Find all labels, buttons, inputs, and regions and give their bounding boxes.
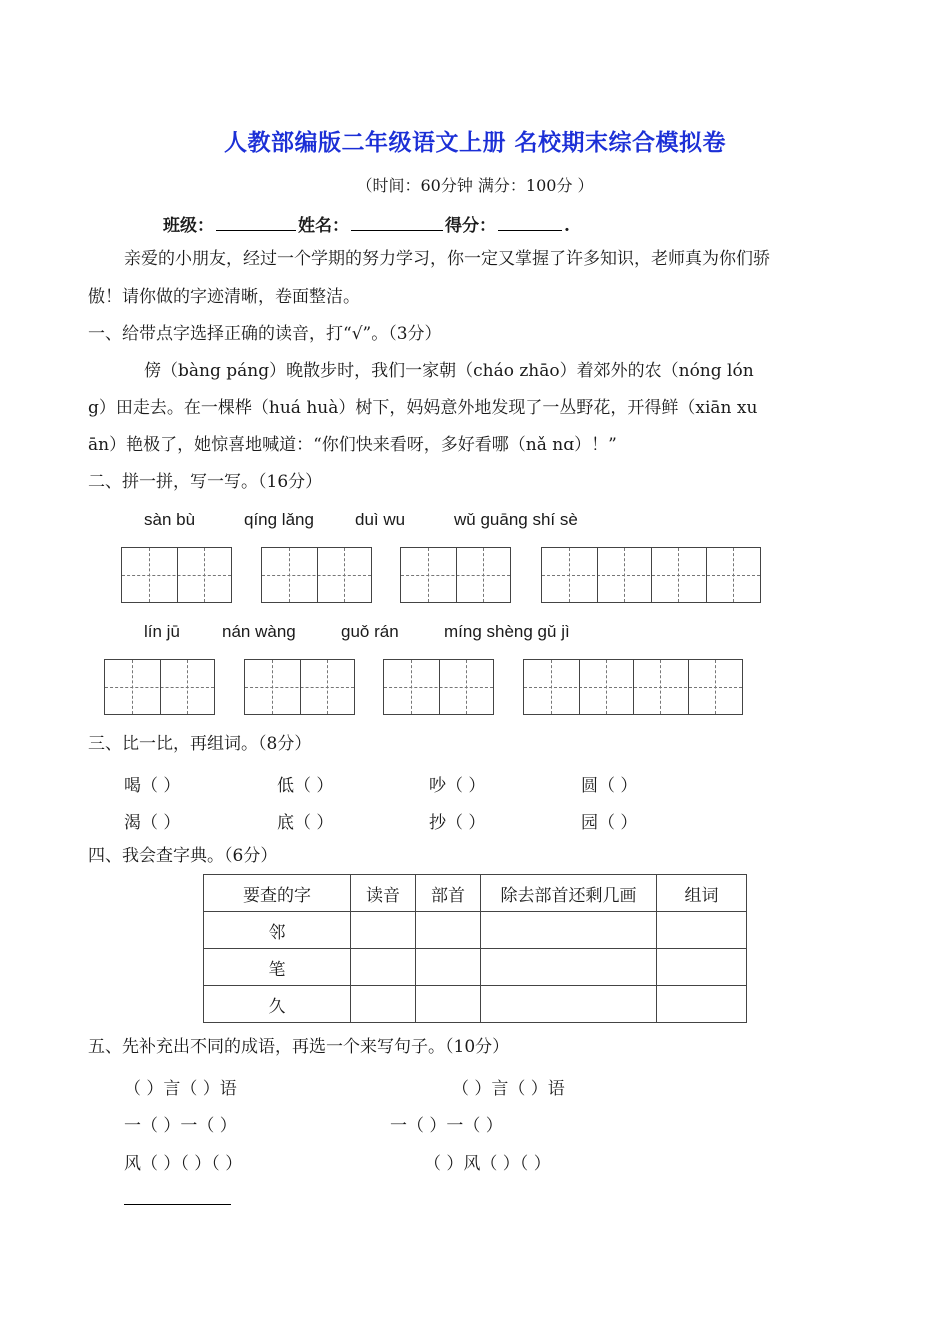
answer-cell[interactable] (351, 986, 416, 1023)
col-header: 部首 (416, 875, 481, 912)
name-blank[interactable] (351, 212, 443, 231)
pinyin-dui-wu: duì wu (355, 510, 406, 529)
q1-passage-line-2: g）田走去。在一棵桦（huá huà）树下，妈妈意外地发现了一丛野花，开得鲜（xiān xu (88, 398, 758, 418)
q3-heading: 三、比一比，再组词。（8分） (88, 734, 312, 754)
pinyin-qing-lang: qíng lǎng (244, 510, 314, 529)
char-cell: 邻 (204, 912, 351, 949)
q1-heading: 一、给带点字选择正确的读音，打“√”。（3分） (88, 324, 442, 344)
dictionary-table (203, 874, 747, 1023)
idiom-blank[interactable]: （ ）言（ ）语 (452, 1079, 565, 1099)
score-blank[interactable] (498, 212, 562, 231)
pinyin-ming-sheng-gu-ji: míng shèng gǔ jì (444, 622, 570, 641)
writing-grid[interactable] (541, 547, 761, 603)
q4-heading: 四、我会查字典。（6分） (88, 846, 278, 866)
answer-cell[interactable] (657, 912, 747, 949)
name-label: 姓名： (298, 216, 349, 236)
writing-grid[interactable] (121, 547, 232, 603)
sentence-answer-line[interactable] (124, 1204, 231, 1205)
compare-item[interactable]: 低（ ） (277, 776, 334, 796)
col-header: 组词 (657, 875, 747, 912)
writing-grid[interactable] (400, 547, 511, 603)
compare-item[interactable]: 抄（ ） (429, 813, 486, 833)
answer-cell[interactable] (351, 912, 416, 949)
q1-passage-line-3: ān）艳极了，她惊喜地喊道：“你们快来看呀，多好看哪（nǎ nɑ）！” (88, 435, 617, 455)
table-row (204, 949, 747, 986)
writing-grid[interactable] (523, 659, 743, 715)
q5-heading: 五、先补充出不同的成语，再选一个来写句子。（10分） (88, 1037, 510, 1057)
student-info-line (163, 211, 570, 236)
table-header-row (204, 875, 747, 912)
pinyin-guo-ran: guǒ rán (341, 622, 399, 641)
q2-heading: 二、拼一拼，写一写。（16分） (88, 472, 323, 492)
char-cell: 笔 (204, 949, 351, 986)
answer-cell[interactable] (481, 986, 657, 1023)
score-label: 得分： (445, 216, 496, 236)
compare-item[interactable]: 园（ ） (581, 813, 638, 833)
answer-cell[interactable] (657, 986, 747, 1023)
table-row (204, 912, 747, 949)
table-row (204, 986, 747, 1023)
col-header: 除去部首还剩几画 (481, 875, 657, 912)
idiom-blank[interactable]: （ ）风（ ）（ ） (424, 1154, 551, 1174)
end-mark: . (564, 216, 570, 236)
answer-cell[interactable] (481, 949, 657, 986)
col-header: 要查的字 (204, 875, 351, 912)
compare-item[interactable]: 底（ ） (277, 813, 334, 833)
answer-cell[interactable] (416, 986, 481, 1023)
answer-cell[interactable] (481, 912, 657, 949)
class-blank[interactable] (216, 212, 296, 231)
page-title: 人教部编版二年级语文上册 名校期末综合模拟卷 (223, 129, 726, 156)
intro-line-1: 亲爱的小朋友，经过一个学期的努力学习，你一定又掌握了许多知识，老师真为你们骄 (124, 249, 770, 269)
pinyin-lin-ju: lín jū (144, 622, 180, 641)
idiom-blank[interactable]: 风（ ）（ ）（ ） (124, 1154, 243, 1174)
char-cell: 久 (204, 986, 351, 1023)
answer-cell[interactable] (657, 949, 747, 986)
writing-grid[interactable] (104, 659, 215, 715)
compare-item[interactable]: 圆（ ） (581, 776, 638, 796)
idiom-blank[interactable]: 一（ ）一（ ） (124, 1116, 237, 1136)
intro-line-2: 傲！请你做的字迹清晰，卷面整洁。 (88, 287, 360, 307)
compare-item[interactable]: 渴（ ） (124, 813, 181, 833)
idiom-blank[interactable]: 一（ ）一（ ） (390, 1116, 503, 1136)
answer-cell[interactable] (416, 912, 481, 949)
col-header: 读音 (351, 875, 416, 912)
answer-cell[interactable] (416, 949, 481, 986)
exam-info: （时间：60分钟 满分：100分 ） (356, 176, 594, 195)
q1-passage-line-1: 傍（bàng páng）晚散步时，我们一家朝（cháo zhāo）着郊外的农（nóng lón (144, 361, 754, 381)
writing-grid[interactable] (244, 659, 355, 715)
idiom-blank[interactable]: （ ）言（ ）语 (124, 1079, 237, 1099)
pinyin-nan-wang: nán wàng (222, 622, 296, 641)
writing-grid[interactable] (383, 659, 494, 715)
pinyin-san-bu: sàn bù (144, 510, 196, 529)
class-label: 班级： (163, 216, 214, 236)
answer-cell[interactable] (351, 949, 416, 986)
pinyin-wu-guang-shi-se: wǔ guāng shí sè (454, 510, 578, 529)
compare-item[interactable]: 喝（ ） (124, 776, 181, 796)
compare-item[interactable]: 吵（ ） (429, 776, 486, 796)
writing-grid[interactable] (261, 547, 372, 603)
